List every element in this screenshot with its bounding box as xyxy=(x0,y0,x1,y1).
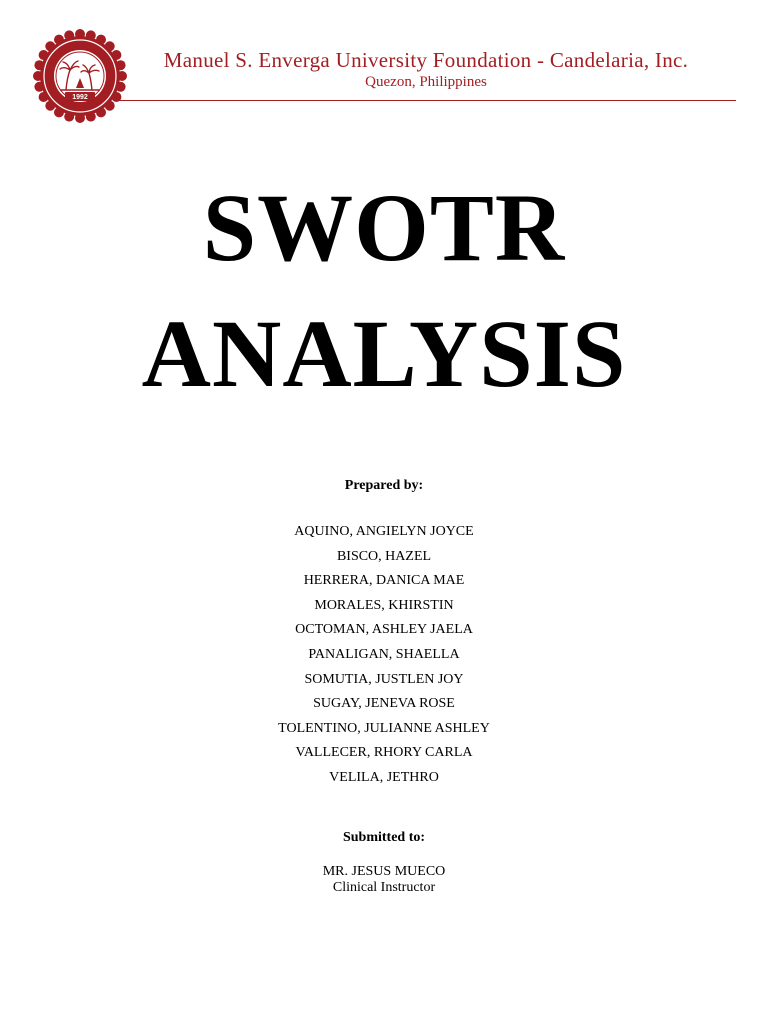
author-name: SOMUTIA, JUSTLEN JOY xyxy=(304,671,464,687)
university-name: Manuel S. Enverga University Foundation - Candelaria, Inc. xyxy=(163,48,689,72)
author-name: SUGAY, JENEVA ROSE xyxy=(313,696,455,712)
author-name: VALLECER, RHORY CARLA xyxy=(295,745,473,761)
submitted-to-label: Submitted to: xyxy=(342,830,426,845)
document-title-line-1: SWOTR xyxy=(202,174,566,281)
author-list xyxy=(0,523,768,794)
document-header xyxy=(32,28,738,124)
author-name: VELILA, JETHRO xyxy=(329,769,439,785)
seal-year: 1992 xyxy=(72,94,88,102)
instructor-block xyxy=(0,864,768,896)
author-name: OCTOMAN, ASHLEY JAELA xyxy=(295,622,473,638)
author-name: HERRERA, DANICA MAE xyxy=(303,573,465,589)
author-name: AQUINO, ANGIELYN JOYCE xyxy=(294,524,474,539)
document-title-line-2: ANALYSIS xyxy=(141,300,627,407)
header-divider xyxy=(114,100,736,101)
author-name: BISCO, HAZEL xyxy=(336,548,432,564)
instructor-role: Clinical Instructor xyxy=(332,880,436,895)
author-name: TOLENTINO, JULIANNE ASHLEY xyxy=(278,720,490,736)
university-location: Quezon, Philippines xyxy=(365,74,487,90)
prepared-by-label: Prepared by: xyxy=(344,478,424,493)
author-name: PANALIGAN, SHAELLA xyxy=(308,646,460,662)
author-name: MORALES, KHIRSTIN xyxy=(314,597,454,613)
instructor-name: MR. JESUS MUECO xyxy=(322,864,446,879)
